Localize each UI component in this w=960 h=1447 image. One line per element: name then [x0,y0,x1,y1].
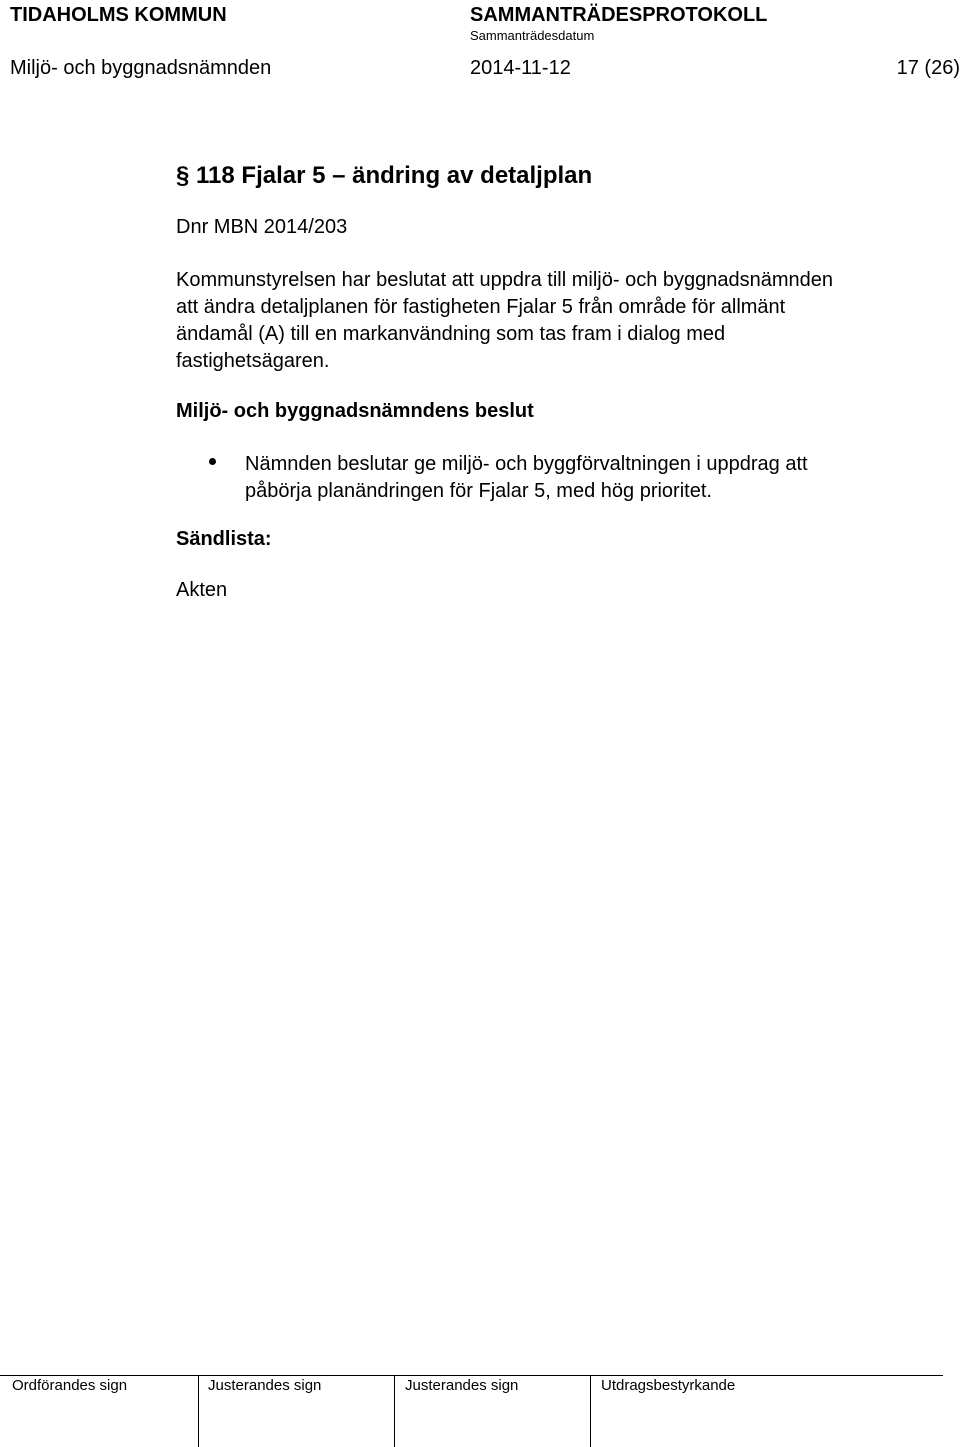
decision-line: Nämnden beslutar ge miljö- och byggförvaltningen i uppdrag att [245,453,808,475]
signature-box-divider [590,1375,591,1447]
adjuster-signature-label: Justerandes sign [405,1377,519,1394]
meeting-date: 2014-11-12 [470,57,571,79]
document-type: SAMMANTRÄDESPROTOKOLL [470,4,768,26]
decision-line: påbörja planändringen för Fjalar 5, med hög prioritet. [245,480,712,502]
board-name: Miljö- och byggnadsnämnden [10,57,272,79]
paragraph-line: ändamål (A) till en markanvändning som tas fram i dialog med [176,323,726,345]
paragraph-line: fastighetsägaren. [176,350,330,372]
extract-certification-label: Utdragsbestyrkande [601,1377,736,1394]
signature-box-divider [198,1375,199,1447]
signature-box-divider [394,1375,395,1447]
footer-divider [0,1375,943,1376]
section-title: § 118 Fjalar 5 – ändring av detaljplan [176,162,593,189]
decision-item [245,451,945,505]
diary-number: Dnr MBN 2014/203 [176,216,348,238]
bullet-icon [209,458,216,465]
paragraph-line: Kommunstyrelsen har beslutat att uppdra till miljö- och byggnadsnämnden [176,269,834,291]
adjuster-signature-label: Justerandes sign [208,1377,322,1394]
date-label: Sammanträdesdatum [470,28,595,43]
distribution-item: Akten [176,579,228,601]
decision-heading: Miljö- och byggnadsnämndens beslut [176,400,534,422]
organization-name: TIDAHOLMS KOMMUN [10,4,227,26]
paragraph-line: att ändra detaljplanen för fastigheten Fjalar 5 från område för allmänt [176,296,786,318]
page-number: 17 (26) [896,57,960,79]
distribution-heading: Sändlista: [176,528,272,550]
chair-signature-label: Ordförandes sign [12,1377,128,1394]
background-paragraph [176,267,936,375]
